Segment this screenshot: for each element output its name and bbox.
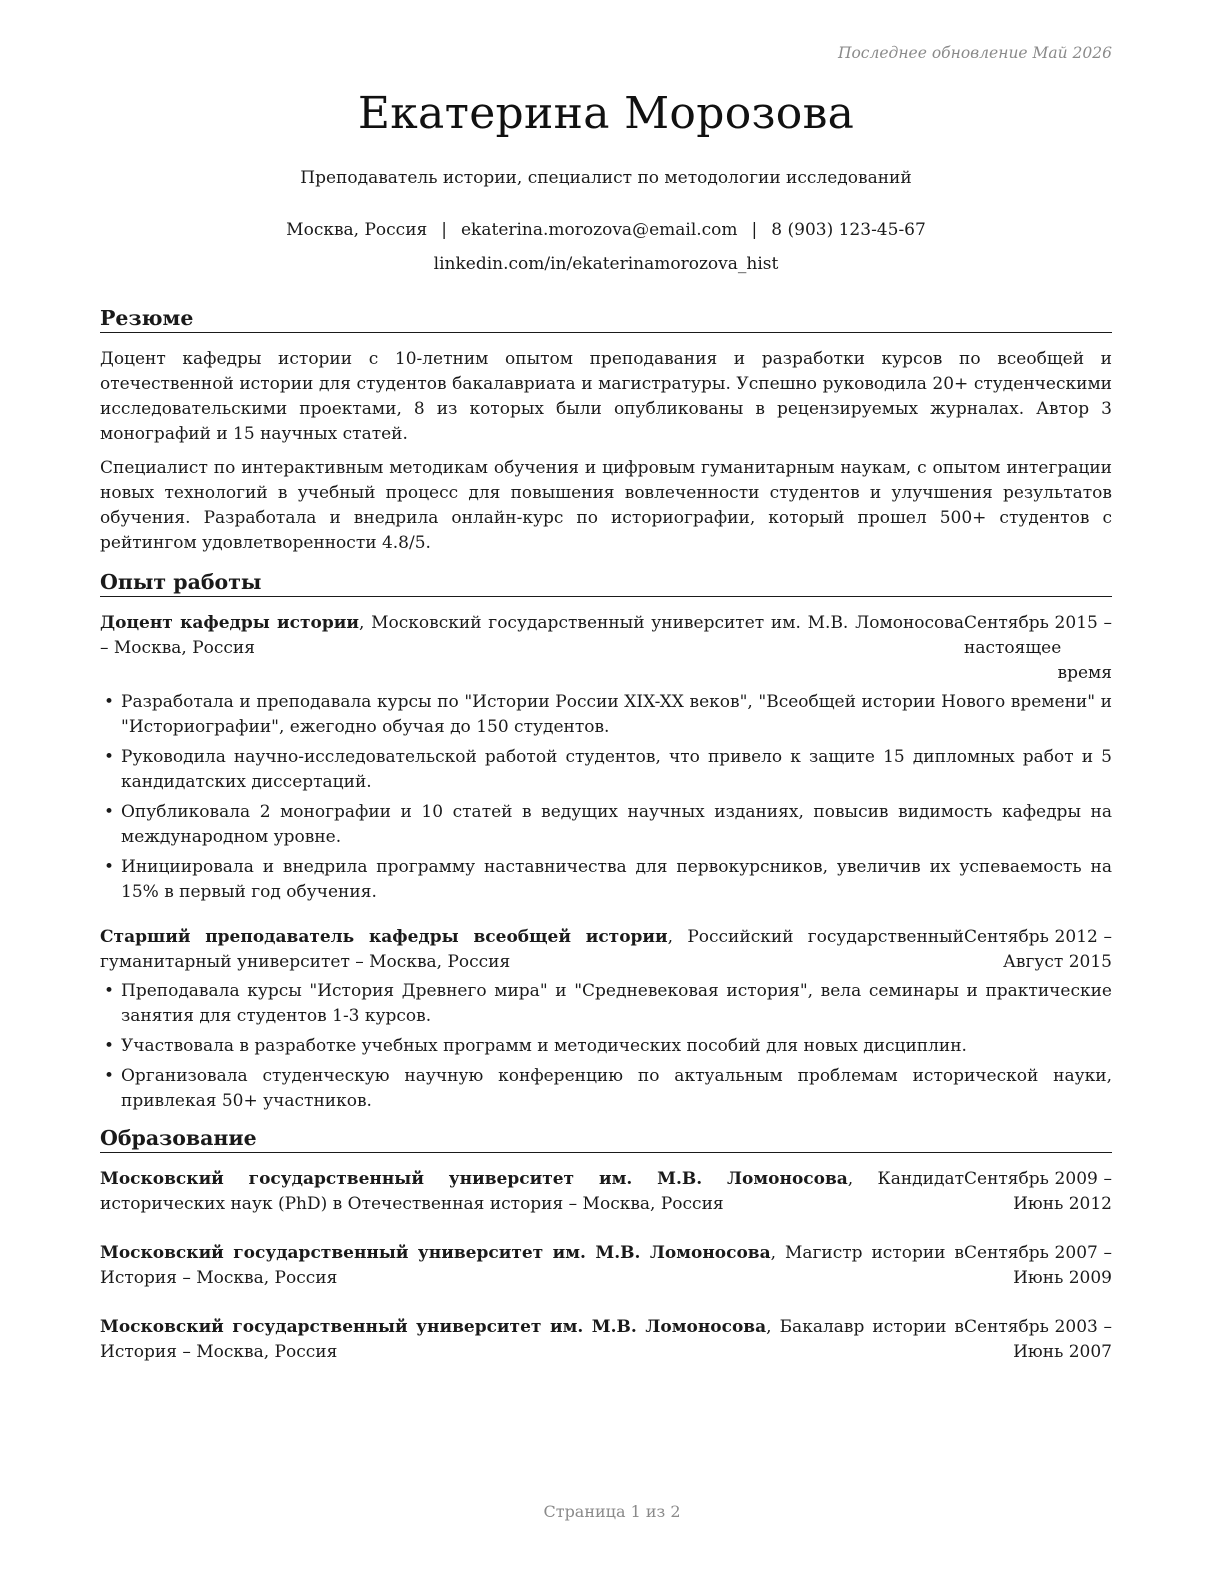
- list-item: • Участвовала в разработке учебных программ и методических пособий для новых дисциплин.: [100, 1034, 1112, 1059]
- school-name: Московский государственный университет им. М.В. Ломоносова: [100, 1317, 767, 1337]
- email-link[interactable]: ekaterina.morozova@email.com: [460, 220, 738, 240]
- separator: |: [751, 220, 758, 240]
- education-dates: Сентябрь 2009 – Июнь 2012: [964, 1169, 1112, 1214]
- job-subtitle: Преподаватель истории, специалист по методологии исследований: [300, 168, 912, 188]
- education-entry: [100, 1167, 1112, 1217]
- list-item: • Организовала студенческую научную конференцию по актуальным проблемам исторической науки, привлекая 50+ участников.: [104, 1066, 1112, 1111]
- job-org: , Российский государственный гуманитарный университет – Москва, Россия: [100, 927, 964, 972]
- bullet-icon: •: [104, 747, 115, 767]
- bullet-icon: •: [104, 1066, 115, 1086]
- job-role: Старший преподаватель кафедры всеобщей истории: [100, 927, 668, 947]
- section-title-education: Образование: [100, 1126, 1112, 1153]
- list-item: • Инициировала и внедрила программу наставничества для первокурсников, увеличив их успеваемость на 15% в первый год обучения.: [104, 857, 1112, 902]
- school-name: Московский государственный университет им. М.В. Ломоносова: [100, 1243, 771, 1263]
- bullet-icon: •: [104, 802, 115, 822]
- job-header: [100, 925, 1112, 975]
- separator: |: [441, 220, 447, 240]
- summary-section: [100, 347, 1112, 556]
- last-updated: Последнее обновление Май 2026: [837, 44, 1112, 62]
- job-bullets: [100, 690, 1112, 905]
- job-entry: [100, 925, 1112, 1114]
- bullet-icon: •: [104, 981, 115, 1001]
- job-dates: Сентябрь 2015 – настоящее время: [964, 613, 1112, 683]
- bullet-icon: •: [104, 1036, 115, 1056]
- summary-paragraph: Доцент кафедры истории с 10-летним опытом преподавания и разработки курсов по всеобщей и отечественной истории для студентов бакалавриата и магистратуры. Успешно руководила 20+ студенческими исследовательскими проектами, 8 из которых были опубликованы в рецензируемых журналах. Автор 3 монографий и 15 научных статей.: [100, 349, 1112, 444]
- job-bullets: [100, 979, 1112, 1114]
- list-item: • Руководила научно-исследовательской работой студентов, что привело к защите 15 дипломных работ и 5 кандидатских диссертаций.: [104, 747, 1112, 792]
- job-header: [100, 611, 1112, 686]
- phone: 8 (903) 123-45-67: [771, 220, 926, 240]
- linkedin-link[interactable]: linkedin.com/in/ekaterinamorozova_hist: [433, 254, 779, 274]
- list-item: • Разработала и преподавала курсы по "Истории России XIX-XX веков", "Всеобщей истории Нового времени" и "Историографии", ежегодно обучая до 150 студентов.: [104, 692, 1112, 737]
- education-dates: Сентябрь 2003 – Июнь 2007: [964, 1317, 1112, 1362]
- job-org: , Московский государственный университет им. М.В. Ломоносова – Москва, Россия: [100, 613, 964, 658]
- degree-detail: , Кандидат исторических наук (PhD) в Отечественная история – Москва, Россия: [100, 1169, 964, 1214]
- contact-line: [100, 220, 1112, 240]
- job-dates: Сентябрь 2012 – Август 2015: [964, 927, 1112, 972]
- list-item: • Преподавала курсы "История Древнего мира" и "Средневековая история", вела семинары и практические занятия для студентов 1-3 курсов.: [104, 981, 1112, 1026]
- section-title-experience: Опыт работы: [100, 570, 1112, 597]
- bullet-icon: •: [104, 857, 115, 877]
- summary-paragraph: Специалист по интерактивным методикам обучения и цифровым гуманитарным наукам, с опытом интеграции новых технологий в учебный процесс для повышения вовлеченности студентов и улучшения результатов обучения. Разработала и внедрила онлайн-курс по историографии, который прошел 500+ студентов с рейтингом удовлетворенности 4.8/5.: [100, 458, 1112, 553]
- school-name: Московский государственный университет им. М.В. Ломоносова: [100, 1169, 848, 1189]
- job-role: Доцент кафедры истории: [100, 613, 359, 633]
- resume-body: [100, 306, 1112, 1365]
- section-title-summary: Резюме: [100, 306, 1112, 333]
- page-number: Страница 1 из 2: [543, 1502, 681, 1521]
- location: Москва, Россия: [286, 220, 428, 240]
- job-entry: [100, 611, 1112, 905]
- bullet-icon: •: [104, 692, 115, 712]
- education-entry: [100, 1241, 1112, 1291]
- degree-detail: , Бакалавр истории в История – Москва, Россия: [100, 1317, 965, 1362]
- person-name: Екатерина Морозова: [357, 88, 855, 139]
- education-dates: Сентябрь 2007 – Июнь 2009: [964, 1243, 1112, 1288]
- education-entry: [100, 1315, 1112, 1365]
- degree-detail: , Магистр истории в История – Москва, Россия: [100, 1243, 965, 1288]
- list-item: • Опубликовала 2 монографии и 10 статей в ведущих научных изданиях, повысив видимость кафедры на международном уровне.: [104, 802, 1112, 847]
